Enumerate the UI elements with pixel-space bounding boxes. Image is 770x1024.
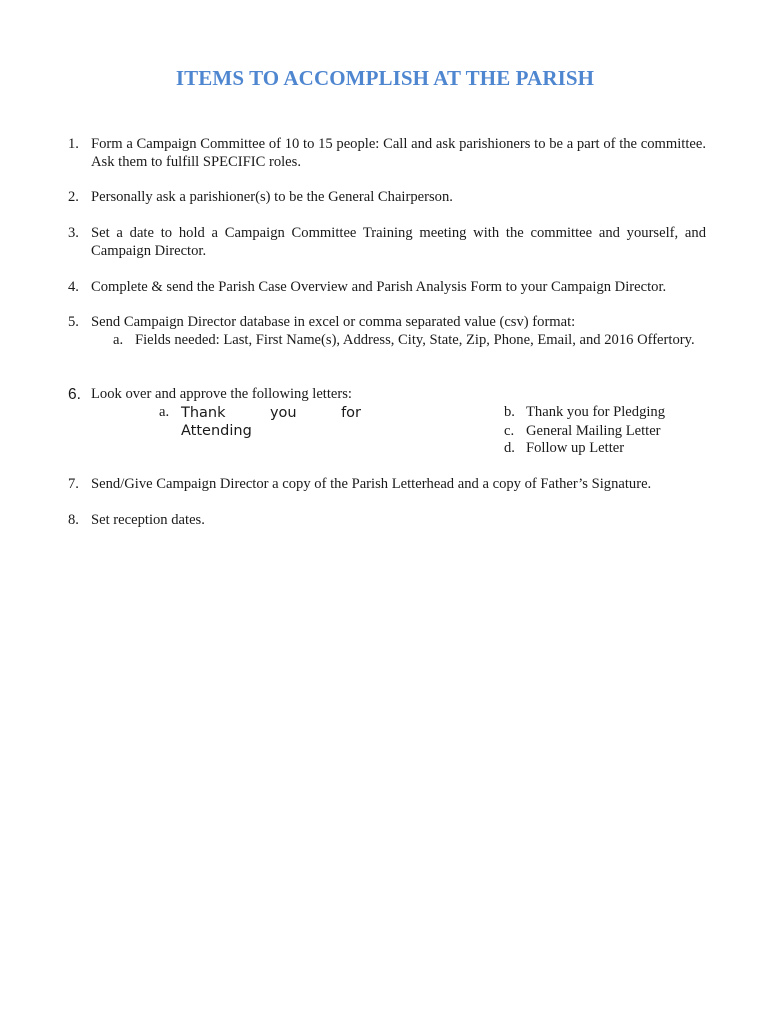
item-text: Send Campaign Director database in excel or comma separated value (csv) format: [91, 314, 576, 330]
sub-item-6c [504, 423, 704, 441]
item-text: Send/Give Campaign Director a copy of the Parish Letterhead and a copy of Father’s Signature. [91, 476, 652, 492]
sub-item-line: Attending [181, 423, 252, 439]
sub-item-word: for [341, 405, 361, 421]
sub-item-6a [159, 404, 361, 440]
sub-item-5a [113, 332, 706, 350]
list-item-5 [68, 314, 706, 332]
item-number: 7. [68, 476, 79, 492]
list-item-6 [68, 386, 706, 404]
item-text: Look over and approve the following letters: [91, 386, 352, 402]
item-text: Complete & send the Parish Case Overview and Parish Analysis Form to your Campaign Director. [91, 279, 667, 295]
list-item-7 [68, 476, 706, 494]
item-number: 4. [68, 279, 79, 295]
item-number: 3. [68, 225, 79, 241]
sub-item-letter: d. [504, 440, 515, 456]
list-item-3 [68, 225, 706, 260]
item-number: 8. [68, 512, 79, 528]
sub-item-word: you [269, 405, 297, 421]
sub-item-text: General Mailing Letter [526, 422, 661, 439]
sub-item-text: Fields needed: Last, First Name(s), Address, City, State, Zip, Phone, Email, and 2016 Offertory. [135, 332, 695, 348]
sub-item-letter: c. [504, 422, 515, 439]
item-text: Form a Campaign Committee of 10 to 15 people: Call and ask parishioners to be a part of the committee. Ask them to fulfill SPECIFIC roles. [91, 136, 706, 170]
sub-item-6d [504, 440, 704, 458]
page-title: ITEMS TO ACCOMPLISH AT THE PARISH [175, 66, 595, 90]
list-item-4 [68, 279, 706, 297]
sub-item-letter: b. [504, 404, 515, 420]
item-number: 2. [68, 189, 79, 205]
sub-item-letter: a. [159, 404, 170, 420]
list-item-8 [68, 512, 706, 530]
item-text: Personally ask a parishioner(s) to be the General Chairperson. [91, 189, 453, 205]
sub-item-line [181, 404, 361, 422]
item-number: 1. [68, 136, 79, 152]
item-number: 5. [68, 314, 79, 330]
list-item-2 [68, 189, 706, 207]
sub-item-word: Thank [181, 405, 226, 421]
sub-item-text: Thank you for Pledging [526, 404, 666, 420]
sub-item-6b [504, 404, 704, 422]
list-item-1 [68, 136, 706, 171]
sub-item-letter: a. [113, 332, 124, 348]
sub-item-text: Follow up Letter [526, 440, 625, 456]
item-text: Set a date to hold a Campaign Committee Training meeting with the committee and yourself, and Campaign Director. [91, 225, 706, 259]
item-number: 6. [68, 386, 81, 403]
sub-item-text [181, 404, 361, 440]
item-text: Set reception dates. [91, 512, 205, 528]
